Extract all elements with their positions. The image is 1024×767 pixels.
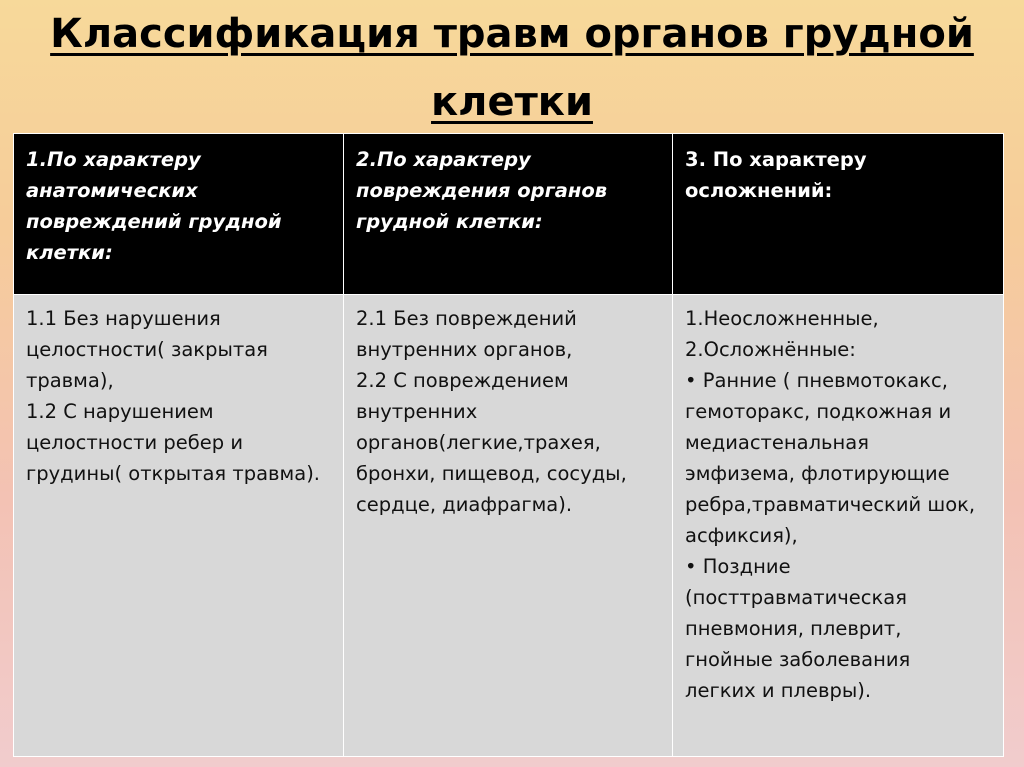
cell-line: медиастенальная [685, 431, 869, 454]
cell-line: внутренних органов, [356, 338, 573, 361]
cell-line: пневмония, плеврит, [685, 617, 902, 640]
cell-line: целостности( закрытая [26, 338, 268, 361]
cell-line: внутренних [356, 400, 478, 423]
cell-line: 2.Осложнённые: [685, 338, 856, 361]
header-line: анатомических [26, 179, 198, 202]
cell-line: грудины( открытая травма). [26, 462, 320, 485]
header-line: повреждений грудной [26, 210, 282, 233]
header-organ-damage [344, 134, 673, 295]
cell-line: сердце, диафрагма). [356, 493, 573, 516]
classification-table-container [13, 133, 1003, 757]
header-complications [673, 134, 1004, 295]
header-line: клетки: [26, 241, 113, 264]
cell-line: 2.1 Без повреждений [356, 307, 577, 330]
title-line-1: Классификация травм органов грудной [50, 11, 974, 57]
table-row [14, 295, 1004, 757]
cell-line: гемоторакс, подкожная и [685, 400, 952, 423]
cell-line: эмфизема, флотирующие [685, 462, 950, 485]
header-line: 2.По характеру [356, 148, 531, 171]
cell-line: бронхи, пищевод, сосуды, [356, 462, 627, 485]
cell-line: травма), [26, 369, 114, 392]
table-header-row [14, 134, 1004, 295]
header-line: 3. По характеру [685, 148, 867, 171]
cell-line: гнойные заболевания [685, 648, 911, 671]
header-line: 1.По характеру [26, 148, 201, 171]
cell-line: 1.Неосложненные, [685, 307, 879, 330]
header-anatomical-damage [14, 134, 344, 295]
cell-organ-damage [344, 295, 673, 757]
cell-line: 1.2 С нарушением [26, 400, 214, 423]
cell-line: • Поздние [685, 555, 791, 578]
header-line: осложнений: [685, 179, 833, 202]
cell-line: асфиксия), [685, 524, 798, 547]
cell-line: органов(легкие,трахея, [356, 431, 601, 454]
cell-line: 2.2 С повреждением [356, 369, 569, 392]
cell-line: 1.1 Без нарушения [26, 307, 221, 330]
cell-line: (посттравматическая [685, 586, 907, 609]
header-line: повреждения органов [356, 179, 608, 202]
cell-line: целостности ребер и [26, 431, 244, 454]
classification-table [13, 133, 1004, 757]
title-line-2: клетки [431, 79, 593, 125]
page-title [0, 0, 1024, 136]
header-line: грудной клетки: [356, 210, 543, 233]
cell-line: • Ранние ( пневмотокакс, [685, 369, 948, 392]
cell-line: легких и плевры). [685, 679, 872, 702]
cell-anatomical-damage [14, 295, 344, 757]
cell-complications [673, 295, 1004, 757]
cell-line: ребра,травматический шок, [685, 493, 976, 516]
